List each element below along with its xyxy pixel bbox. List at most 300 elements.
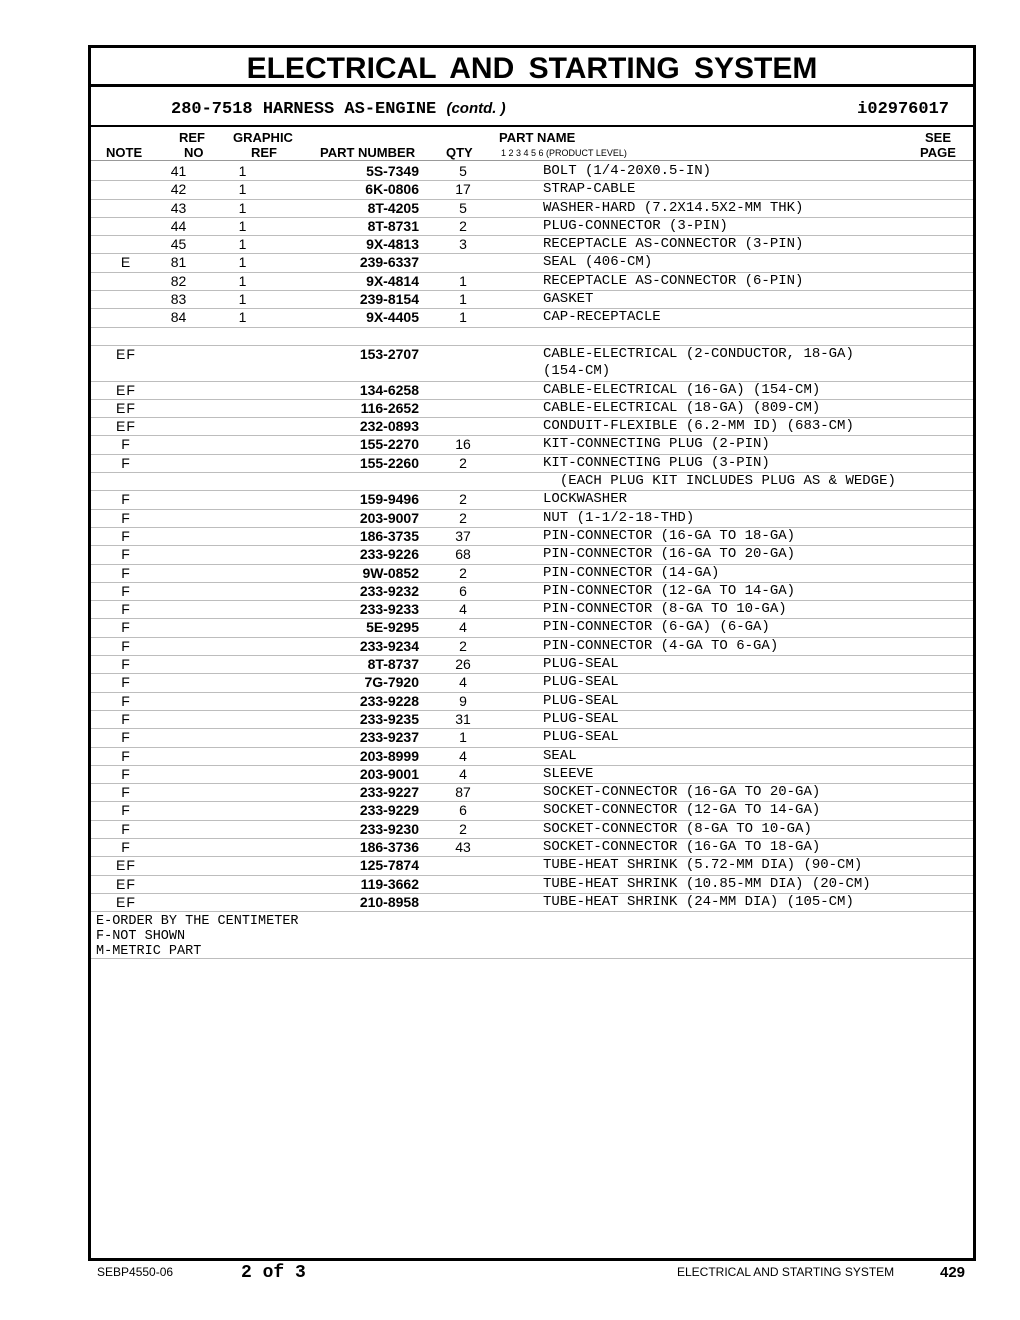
graphic-ref-cell: 1 — [206, 272, 279, 290]
table-row — [91, 582, 973, 600]
part-number-cell: 5E-9295 — [279, 619, 423, 637]
part-number-cell: 233-9237 — [279, 729, 423, 747]
note-cell — [91, 181, 151, 199]
page-of: 2 of 3 — [241, 1263, 306, 1283]
part-number-cell — [279, 473, 423, 491]
part-number-cell: 8T-4205 — [279, 199, 423, 217]
table-row — [91, 327, 973, 345]
table-row — [91, 491, 973, 509]
part-name-cell: PIN-CONNECTOR (14-GA) — [503, 564, 973, 582]
part-name-cell: CABLE-ELECTRICAL (18-GA) (809-CM) — [503, 399, 973, 417]
note-cell — [91, 163, 151, 181]
qty-cell: 37 — [423, 527, 503, 545]
part-name-cell: SOCKET-CONNECTOR (12-GA TO 14-GA) — [503, 802, 973, 820]
assembly-name — [171, 100, 506, 119]
table-row — [91, 601, 973, 619]
qty-header: QTY — [446, 145, 473, 160]
column-headers — [91, 127, 973, 161]
graphic-ref-cell — [206, 729, 279, 747]
part-number-cell: 9X-4405 — [279, 309, 423, 327]
part-name-cell: PLUG-SEAL — [503, 692, 973, 710]
part-number-cell: 232-0893 — [279, 418, 423, 436]
note-cell: F — [91, 729, 151, 747]
table-row — [91, 345, 973, 381]
note-cell: F — [91, 637, 151, 655]
part-name-cell: PLUG-SEAL — [503, 729, 973, 747]
ref-no-cell — [151, 710, 206, 728]
doc-number: SEBP4550-06 — [97, 1265, 174, 1279]
assembly-part: 280-7518 HARNESS AS-ENGINE — [171, 100, 437, 119]
part-number-cell: 7G-7920 — [279, 674, 423, 692]
part-name-cell: TUBE-HEAT SHRINK (5.72-MM DIA) (90-CM) — [503, 857, 973, 875]
note-cell — [91, 199, 151, 217]
part-name-cell: LOCKWASHER — [503, 491, 973, 509]
ref-no-cell — [151, 656, 206, 674]
note-cell — [91, 272, 151, 290]
part-number-cell: 8T-8737 — [279, 656, 423, 674]
subheading — [91, 87, 973, 127]
ref-no-cell — [151, 491, 206, 509]
note-cell: F — [91, 765, 151, 783]
part-name-cell: PIN-CONNECTOR (8-GA TO 10-GA) — [503, 601, 973, 619]
note-cell: EF — [91, 345, 151, 381]
qty-cell: 3 — [423, 236, 503, 254]
qty-cell: 5 — [423, 199, 503, 217]
illustration-id: i02976017 — [857, 100, 949, 119]
qty-cell: 43 — [423, 838, 503, 856]
graphic-ref-cell — [206, 802, 279, 820]
table-row — [91, 473, 973, 491]
table-row — [91, 729, 973, 747]
ref-no-cell: 82 — [151, 272, 206, 290]
qty-cell: 2 — [423, 564, 503, 582]
part-name-cell: PIN-CONNECTOR (16-GA TO 20-GA) — [503, 546, 973, 564]
part-name-cell: PIN-CONNECTOR (4-GA TO 6-GA) — [503, 637, 973, 655]
part-number-cell: 203-9001 — [279, 765, 423, 783]
table-row — [91, 527, 973, 545]
graphic-ref-cell — [206, 601, 279, 619]
part-name-cell: SOCKET-CONNECTOR (16-GA TO 18-GA) — [503, 838, 973, 856]
qty-cell: 9 — [423, 692, 503, 710]
ref-no-cell — [151, 857, 206, 875]
footnote-e: E-ORDER BY THE CENTIMETER — [96, 914, 299, 929]
part-name-cell: CAP-RECEPTACLE — [503, 309, 973, 327]
qty-cell: 16 — [423, 436, 503, 454]
note-header: NOTE — [106, 145, 143, 160]
ref-no-cell — [151, 582, 206, 600]
graphic-ref-cell — [206, 381, 279, 399]
ref-no-cell — [151, 601, 206, 619]
part-number-cell: 233-9226 — [279, 546, 423, 564]
part-number-cell: 210-8958 — [279, 893, 423, 911]
part-name-cell: SOCKET-CONNECTOR (16-GA TO 20-GA) — [503, 784, 973, 802]
ref-no-cell — [151, 399, 206, 417]
ref-no-cell — [151, 327, 206, 345]
qty-cell — [423, 893, 503, 911]
table-row — [91, 838, 973, 856]
part-number-cell: 233-9230 — [279, 820, 423, 838]
part-name-cell: TUBE-HEAT SHRINK (24-MM DIA) (105-CM) — [503, 893, 973, 911]
part-name-cell: SEAL (406-CM) — [503, 254, 973, 272]
part-number-cell: 233-9232 — [279, 582, 423, 600]
note-cell: F — [91, 546, 151, 564]
part-name-cell: PLUG-SEAL — [503, 656, 973, 674]
graphic-ref-cell — [206, 399, 279, 417]
qty-cell: 31 — [423, 710, 503, 728]
note-cell: F — [91, 564, 151, 582]
part-number-cell: 239-6337 — [279, 254, 423, 272]
ref-no-cell — [151, 747, 206, 765]
graphic-ref-cell: 1 — [206, 163, 279, 181]
part-number-header: PART NUMBER — [320, 145, 416, 160]
note-cell — [91, 327, 151, 345]
table-row — [91, 674, 973, 692]
note-cell: F — [91, 582, 151, 600]
part-name-cell: PIN-CONNECTOR (16-GA TO 18-GA) — [503, 527, 973, 545]
part-number-cell: 233-9228 — [279, 692, 423, 710]
ref-no-cell: 41 — [151, 163, 206, 181]
part-name-header: PART NAME — [499, 130, 576, 145]
table-row — [91, 546, 973, 564]
part-number-cell: 5S-7349 — [279, 163, 423, 181]
part-number-cell: 9X-4813 — [279, 236, 423, 254]
footer-section: ELECTRICAL AND STARTING SYSTEM — [677, 1265, 895, 1279]
product-level-header: 1 2 3 4 5 6 (PRODUCT LEVEL) — [501, 148, 627, 158]
table-row — [91, 619, 973, 637]
qty-cell: 26 — [423, 656, 503, 674]
note-cell: EF — [91, 893, 151, 911]
part-number-cell: 134-6258 — [279, 381, 423, 399]
qty-cell — [423, 327, 503, 345]
qty-cell — [423, 345, 503, 381]
part-number-cell: 186-3736 — [279, 838, 423, 856]
graphic-ref-cell — [206, 327, 279, 345]
part-name-cell: KIT-CONNECTING PLUG (3-PIN) — [503, 454, 973, 472]
part-name-cell: PLUG-CONNECTOR (3-PIN) — [503, 217, 973, 235]
part-number-cell: 116-2652 — [279, 399, 423, 417]
see-header-top: SEE — [925, 130, 952, 145]
part-number-cell: 203-8999 — [279, 747, 423, 765]
qty-cell: 17 — [423, 181, 503, 199]
qty-cell: 87 — [423, 784, 503, 802]
ref-no-cell — [151, 345, 206, 381]
qty-cell: 4 — [423, 747, 503, 765]
graphic-ref-cell: 1 — [206, 217, 279, 235]
ref-no-cell — [151, 436, 206, 454]
table-row — [91, 509, 973, 527]
qty-cell — [423, 399, 503, 417]
graphic-ref-cell — [206, 436, 279, 454]
part-name-cell: WASHER-HARD (7.2X14.5X2-MM THK) — [503, 199, 973, 217]
qty-cell: 2 — [423, 217, 503, 235]
part-name-cell — [503, 327, 973, 345]
qty-cell — [423, 473, 503, 491]
part-number-cell: 159-9496 — [279, 491, 423, 509]
graphic-header-bottom: REF — [251, 145, 277, 160]
graphic-ref-cell — [206, 747, 279, 765]
note-cell: EF — [91, 857, 151, 875]
qty-cell: 4 — [423, 619, 503, 637]
ref-no-cell — [151, 674, 206, 692]
note-cell: F — [91, 674, 151, 692]
part-name-cell: (EACH PLUG KIT INCLUDES PLUG AS & WEDGE) — [503, 473, 973, 491]
ref-no-cell — [151, 875, 206, 893]
part-number-cell: 155-2260 — [279, 454, 423, 472]
ref-no-cell — [151, 765, 206, 783]
graphic-ref-cell — [206, 820, 279, 838]
part-name-cell: CABLE-ELECTRICAL (16-GA) (154-CM) — [503, 381, 973, 399]
qty-cell: 2 — [423, 509, 503, 527]
graphic-ref-cell — [206, 546, 279, 564]
qty-cell: 2 — [423, 637, 503, 655]
graphic-ref-cell — [206, 454, 279, 472]
graphic-ref-cell — [206, 491, 279, 509]
graphic-ref-cell — [206, 656, 279, 674]
note-cell — [91, 291, 151, 309]
part-number-cell: 233-9233 — [279, 601, 423, 619]
note-cell: EF — [91, 418, 151, 436]
qty-cell: 2 — [423, 491, 503, 509]
ref-no-cell: 42 — [151, 181, 206, 199]
note-cell: F — [91, 601, 151, 619]
footnote-m: M-METRIC PART — [96, 944, 202, 959]
graphic-ref-cell: 1 — [206, 291, 279, 309]
ref-header-bottom: NO — [184, 145, 204, 160]
table-row — [91, 857, 973, 875]
graphic-ref-cell: 1 — [206, 309, 279, 327]
note-cell — [91, 217, 151, 235]
part-number-cell: 6K-0806 — [279, 181, 423, 199]
ref-header-top: REF — [179, 130, 205, 145]
graphic-ref-cell — [206, 674, 279, 692]
table-row — [91, 418, 973, 436]
ref-no-cell — [151, 546, 206, 564]
ref-no-cell — [151, 564, 206, 582]
part-number-cell: 203-9007 — [279, 509, 423, 527]
qty-cell: 4 — [423, 765, 503, 783]
graphic-ref-cell: 1 — [206, 181, 279, 199]
ref-no-cell — [151, 729, 206, 747]
qty-cell: 5 — [423, 163, 503, 181]
qty-cell: 1 — [423, 729, 503, 747]
part-number-cell: 155-2270 — [279, 436, 423, 454]
ref-no-cell: 44 — [151, 217, 206, 235]
ref-no-cell: 83 — [151, 291, 206, 309]
graphic-ref-cell — [206, 473, 279, 491]
ref-no-cell — [151, 820, 206, 838]
ref-no-cell — [151, 381, 206, 399]
note-cell: E — [91, 254, 151, 272]
graphic-ref-cell — [206, 527, 279, 545]
note-cell: F — [91, 656, 151, 674]
part-name-cell: PIN-CONNECTOR (6-GA) (6-GA) — [503, 619, 973, 637]
qty-cell — [423, 418, 503, 436]
part-name-cell: BOLT (1/4-20X0.5-IN) — [503, 163, 973, 181]
note-cell: EF — [91, 381, 151, 399]
part-name-cell: SLEEVE — [503, 765, 973, 783]
graphic-ref-cell — [206, 509, 279, 527]
part-number-cell — [279, 327, 423, 345]
table-row — [91, 254, 973, 272]
qty-cell: 1 — [423, 309, 503, 327]
part-number-cell: 9W-0852 — [279, 564, 423, 582]
note-cell: F — [91, 527, 151, 545]
contd-label: (contd. ) — [446, 100, 506, 117]
qty-cell: 68 — [423, 546, 503, 564]
table-row — [91, 181, 973, 199]
part-name-cell: CABLE-ELECTRICAL (2-CONDUCTOR, 18-GA) (154-CM) — [503, 345, 973, 381]
graphic-ref-cell — [206, 637, 279, 655]
ref-no-cell — [151, 454, 206, 472]
part-name-cell: TUBE-HEAT SHRINK (10.85-MM DIA) (20-CM) — [503, 875, 973, 893]
qty-cell: 4 — [423, 674, 503, 692]
parts-table — [91, 163, 973, 912]
table-row — [91, 692, 973, 710]
table-row — [91, 272, 973, 290]
table-row — [91, 784, 973, 802]
graphic-ref-cell: 1 — [206, 254, 279, 272]
graphic-ref-cell: 1 — [206, 199, 279, 217]
table-row — [91, 163, 973, 181]
ref-no-cell: 84 — [151, 309, 206, 327]
graphic-header-top: GRAPHIC — [233, 130, 293, 145]
qty-cell — [423, 857, 503, 875]
table-row — [91, 454, 973, 472]
graphic-ref-cell — [206, 692, 279, 710]
part-name-cell: CONDUIT-FLEXIBLE (6.2-MM ID) (683-CM) — [503, 418, 973, 436]
ref-no-cell: 43 — [151, 199, 206, 217]
graphic-ref-cell: 1 — [206, 236, 279, 254]
part-number-cell: 233-9234 — [279, 637, 423, 655]
graphic-ref-cell — [206, 619, 279, 637]
part-number-cell: 9X-4814 — [279, 272, 423, 290]
table-row — [91, 564, 973, 582]
table-row — [91, 656, 973, 674]
part-name-cell: PLUG-SEAL — [503, 710, 973, 728]
note-cell: F — [91, 509, 151, 527]
footnote-f: F-NOT SHOWN — [96, 929, 186, 944]
part-number-cell: 153-2707 — [279, 345, 423, 381]
note-cell: F — [91, 619, 151, 637]
footnotes — [96, 914, 299, 959]
table-row — [91, 381, 973, 399]
graphic-ref-cell — [206, 765, 279, 783]
ref-no-cell — [151, 637, 206, 655]
part-number-cell: 233-9235 — [279, 710, 423, 728]
part-name-cell: SOCKET-CONNECTOR (8-GA TO 10-GA) — [503, 820, 973, 838]
table-row — [91, 199, 973, 217]
qty-cell — [423, 381, 503, 399]
part-name-cell: PLUG-SEAL — [503, 674, 973, 692]
part-name-cell: PIN-CONNECTOR (12-GA TO 14-GA) — [503, 582, 973, 600]
see-header-bottom: PAGE — [920, 145, 956, 160]
note-cell: F — [91, 454, 151, 472]
table-row — [91, 291, 973, 309]
ref-no-cell — [151, 619, 206, 637]
note-cell — [91, 473, 151, 491]
table-row — [91, 875, 973, 893]
graphic-ref-cell — [206, 564, 279, 582]
ref-no-cell — [151, 838, 206, 856]
table-row — [91, 802, 973, 820]
table-row — [91, 399, 973, 417]
part-number-cell: 125-7874 — [279, 857, 423, 875]
note-cell: F — [91, 710, 151, 728]
part-number-cell: 186-3735 — [279, 527, 423, 545]
note-cell: EF — [91, 399, 151, 417]
part-name-cell: NUT (1-1/2-18-THD) — [503, 509, 973, 527]
part-name-cell: STRAP-CABLE — [503, 181, 973, 199]
table-row — [91, 747, 973, 765]
qty-cell: 6 — [423, 802, 503, 820]
table-row — [91, 436, 973, 454]
ref-no-cell: 81 — [151, 254, 206, 272]
ref-no-cell — [151, 784, 206, 802]
note-cell: F — [91, 838, 151, 856]
ref-no-cell — [151, 893, 206, 911]
note-cell: F — [91, 747, 151, 765]
table-row — [91, 710, 973, 728]
qty-cell — [423, 875, 503, 893]
graphic-ref-cell — [206, 784, 279, 802]
graphic-ref-cell — [206, 857, 279, 875]
part-number-cell: 233-9229 — [279, 802, 423, 820]
qty-cell: 4 — [423, 601, 503, 619]
note-cell: F — [91, 491, 151, 509]
graphic-ref-cell — [206, 838, 279, 856]
page-number: 429 — [940, 1264, 966, 1281]
note-cell: EF — [91, 875, 151, 893]
note-cell: F — [91, 820, 151, 838]
page-frame — [88, 45, 976, 1261]
table-row — [91, 236, 973, 254]
graphic-ref-cell — [206, 875, 279, 893]
part-name-cell: KIT-CONNECTING PLUG (2-PIN) — [503, 436, 973, 454]
part-number-cell: 8T-8731 — [279, 217, 423, 235]
part-name-cell: SEAL — [503, 747, 973, 765]
table-row — [91, 309, 973, 327]
part-name-cell: RECEPTACLE AS-CONNECTOR (6-PIN) — [503, 272, 973, 290]
note-cell: F — [91, 436, 151, 454]
graphic-ref-cell — [206, 418, 279, 436]
ref-no-cell: 45 — [151, 236, 206, 254]
note-cell: F — [91, 802, 151, 820]
part-number-cell: 239-8154 — [279, 291, 423, 309]
note-cell: F — [91, 784, 151, 802]
footnote-divider — [91, 958, 973, 959]
note-cell — [91, 309, 151, 327]
part-number-cell: 233-9227 — [279, 784, 423, 802]
qty-cell: 1 — [423, 291, 503, 309]
table-row — [91, 765, 973, 783]
note-cell — [91, 236, 151, 254]
ref-no-cell — [151, 473, 206, 491]
ref-no-cell — [151, 509, 206, 527]
table-row — [91, 637, 973, 655]
qty-cell — [423, 254, 503, 272]
page-title: ELECTRICAL AND STARTING SYSTEM — [91, 48, 973, 87]
ref-no-cell — [151, 527, 206, 545]
graphic-ref-cell — [206, 893, 279, 911]
qty-cell: 2 — [423, 820, 503, 838]
qty-cell: 1 — [423, 272, 503, 290]
graphic-ref-cell — [206, 710, 279, 728]
note-cell: F — [91, 692, 151, 710]
table-row — [91, 893, 973, 911]
ref-no-cell — [151, 692, 206, 710]
ref-no-cell — [151, 418, 206, 436]
qty-cell: 6 — [423, 582, 503, 600]
